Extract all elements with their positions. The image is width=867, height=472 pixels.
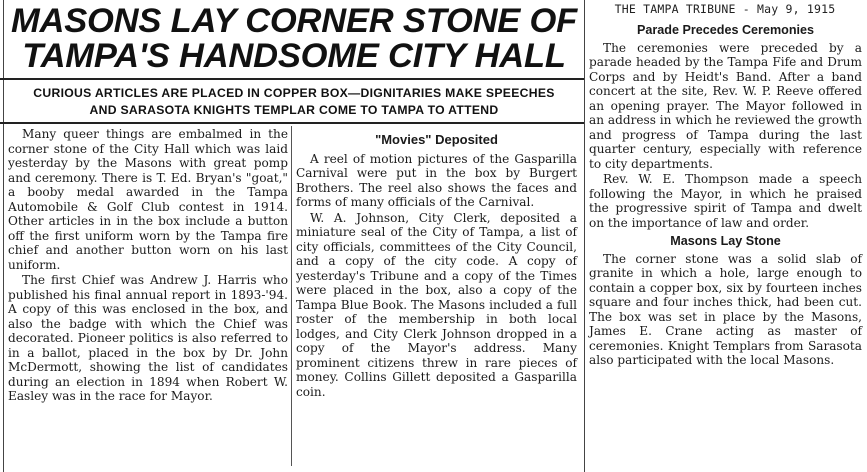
subheadline-rule	[0, 122, 584, 124]
column-3-paragraph-1: The ceremonies were preceded by a parade headed by the Tampa Fife and Drum Corps and by Heidt's Band. After a band concert at the site, Rev. W. P. Reeve offered an opening prayer. The Mayor followed in an address in which he reviewed the growth and progress of Tampa during the last quarter century, especially with reference to city departments.	[589, 40, 862, 171]
left-border	[3, 0, 4, 472]
column-divider-right	[584, 0, 585, 472]
subheadline-line-2: AND SARASOTA KNIGHTS TEMPLAR COME TO TAMPA TO ATTEND	[89, 103, 499, 117]
column-2-paragraph-2: W. A. Johnson, City Clerk, deposited a miniature seal of the City of Tampa, a list of city officials, committees of the City Council, and a copy of the city code. A copy of yesterday's Tribune and a copy of the Times were placed in the box, also a copy of the Tampa Blue Book. The Masons included a full roster of the membership in both local lodges, and City Clerk Johnson dropped in a copy of the Mayor's address. Many prominent citizens threw in rare pieces of money. Collins Gillett deposited a Gasparilla coin.	[296, 210, 577, 399]
headline-line-1: MASONS LAY CORNER STONE OF	[10, 2, 578, 40]
column-separator-1	[291, 126, 292, 466]
column-1	[8, 127, 288, 405]
column-3-paragraph-2: Rev. W. E. Thompson made a speech following the Mayor, in which he praised the progressive spirit of Tampa and dwelt on the importance of law and order.	[589, 172, 862, 230]
section-heading-parade: Parade Precedes Ceremonies	[636, 23, 815, 37]
column-3-paragraph-3: The corner stone was a solid slab of granite in which a hole, large enough to contain a copper box, six by fourteen inches square and four inches thick, had been cut. The box was set in place by the Masons, James E. Crane acting as master of ceremonies. Knight Templars from Sarasota also participated with the local Masons.	[589, 251, 862, 367]
column-1-paragraph-1: Many queer things are embalmed in the corner stone of the City Hall which was laid yesterday by the Masons with great pomp and ceremony. There is T. Ed. Bryan's "goat," a booby medal awarded in the Tampa Automobile & Golf Club contest in 1914. Other articles in in the box include a button off the first uniform worn by the Tampa fire chief and another button worn on his last uniform.	[8, 127, 288, 272]
column-2-paragraph-1: A reel of motion pictures of the Gasparilla Carnival were put in the box by Burgert Brothers. The reel also shows the faces and forms of many officials of the Carnival.	[296, 151, 577, 209]
headline-line-2: TAMPA'S HANDSOME CITY HALL	[22, 37, 566, 75]
column-3	[589, 22, 862, 369]
dateline: THE TAMPA TRIBUNE - May 9, 1915	[614, 2, 836, 16]
section-heading-masons: Masons Lay Stone	[670, 234, 781, 248]
headline	[6, 4, 582, 74]
column-1-paragraph-2: The first Chief was Andrew J. Harris who published his final annual report in 1893-'94. A copy of this was enclosed in the box, and also the badge with which the Chief was decorated. Pioneer politics is also referred to in a ballot, placed in the box by Dr. John McDermott, showing the list of candidates during an election in 1894 when Robert W. Easley was in the race for Mayor.	[8, 273, 288, 403]
column-2	[296, 132, 577, 400]
headline-rule	[0, 78, 584, 80]
subheadline	[4, 85, 584, 119]
subheadline-line-1: CURIOUS ARTICLES ARE PLACED IN COPPER BOX—DIGNITARIES MAKE SPEECHES	[33, 86, 555, 100]
section-heading-movies: "Movies" Deposited	[375, 132, 498, 147]
